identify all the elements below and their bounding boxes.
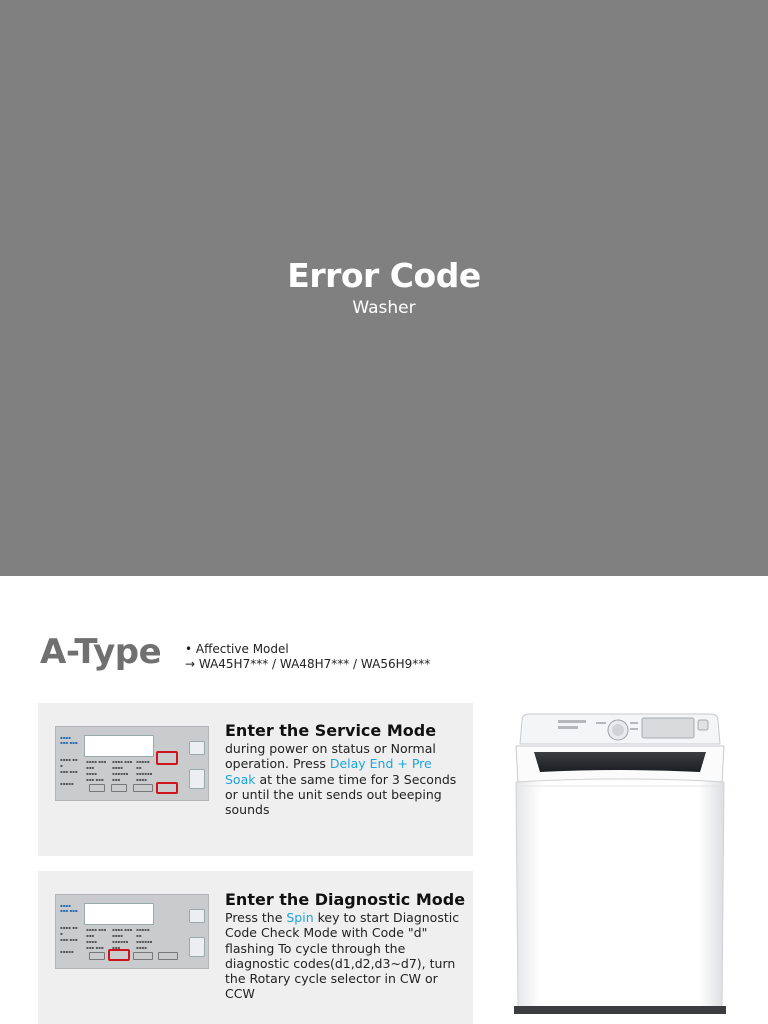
model-label: • Affective Model xyxy=(185,642,289,656)
highlighted-key: Spin xyxy=(286,910,314,925)
panel-key-graphic xyxy=(89,784,105,792)
spin-key-highlight xyxy=(108,949,130,961)
hero-subtitle: Washer xyxy=(352,298,416,318)
text-part: during power on status or Normal operation. Press xyxy=(225,741,436,772)
panel-display xyxy=(84,903,154,925)
panel-key-graphic xyxy=(158,952,178,960)
section-title: A-Type xyxy=(40,632,162,672)
delay-end-highlight xyxy=(156,751,178,765)
power-button-graphic xyxy=(189,741,205,755)
panel-brand-graphic: ▪▪▪▪ ▪▪▪ ▪▪▪ xyxy=(60,903,78,913)
hero-title: Error Code xyxy=(287,256,481,295)
washer-lid-glass xyxy=(534,752,706,772)
pre-soak-highlight xyxy=(156,782,178,794)
panel-option-column: ▪▪▪▪▪ ▪▪ ▪▪▪▪▪▪ ▪▪▪▪ xyxy=(136,927,153,950)
text-part: Press the xyxy=(225,910,287,925)
panel-key-graphic xyxy=(133,784,153,792)
panel-cycle-column: ▪▪▪▪ ▪▪ ▪ ▪▪▪ ▪▪▪ ▪▪▪▪▪ xyxy=(60,757,78,786)
control-panel-image xyxy=(55,894,209,969)
text-part: at the same time for 3 Seconds or until the unit sends out beeping sounds xyxy=(225,771,457,818)
text-part: key to start Diagnostic Code Check Mode with Code "d" flashing To cycle through the diagnostic codes(d1,d2,d3~d7), turn the Rotary cycle selector in CW or CCW xyxy=(225,910,460,1002)
service-mode-card xyxy=(38,703,473,856)
washer-image xyxy=(510,712,730,1018)
panel-option-column: ▪▪▪▪ ▪▪▪ ▪▪▪▪ ▪▪▪▪▪▪ ▪▪▪ xyxy=(112,927,133,950)
control-panel-image xyxy=(55,726,209,801)
panel-option-column: ▪▪▪▪ ▪▪▪ ▪▪▪▪ ▪▪▪▪▪▪ ▪▪▪ xyxy=(112,759,133,782)
panel-display xyxy=(84,735,154,757)
start-pause-button-graphic xyxy=(189,769,205,789)
start-pause-button-graphic xyxy=(189,937,205,957)
model-info xyxy=(185,642,430,672)
model-list: → WA45H7*** / WA48H7*** / WA56H9*** xyxy=(185,657,431,671)
panel-key-graphic xyxy=(89,952,105,960)
panel-option-column: ▪▪▪▪▪ ▪▪ ▪▪▪▪▪▪ ▪▪▪▪ xyxy=(136,759,153,782)
panel-option-column: ▪▪▪▪ ▪▪▪ ▪▪▪ ▪▪▪▪ ▪▪▪ ▪▪▪ xyxy=(86,759,107,782)
panel-key-graphic xyxy=(133,952,153,960)
panel-key-graphic xyxy=(111,784,127,792)
panel-brand-graphic: ▪▪▪▪ ▪▪▪ ▪▪▪ xyxy=(60,735,78,745)
washer-display xyxy=(642,718,694,738)
panel-option-column: ▪▪▪▪ ▪▪▪ ▪▪▪ ▪▪▪▪ ▪▪▪ ▪▪▪ xyxy=(86,927,107,950)
service-mode-text xyxy=(225,741,465,817)
power-button-graphic xyxy=(189,909,205,923)
washer-base xyxy=(514,1006,726,1014)
diagnostic-mode-card xyxy=(38,871,473,1024)
diagnostic-mode-text xyxy=(225,910,465,1002)
diagnostic-mode-heading: Enter the Diagnostic Mode xyxy=(225,890,466,909)
panel-cycle-column: ▪▪▪▪ ▪▪ ▪ ▪▪▪ ▪▪▪ ▪▪▪▪▪ xyxy=(60,925,78,954)
service-mode-heading: Enter the Service Mode xyxy=(225,721,437,740)
highlighted-keys: Delay End + Pre Soak xyxy=(225,756,432,787)
